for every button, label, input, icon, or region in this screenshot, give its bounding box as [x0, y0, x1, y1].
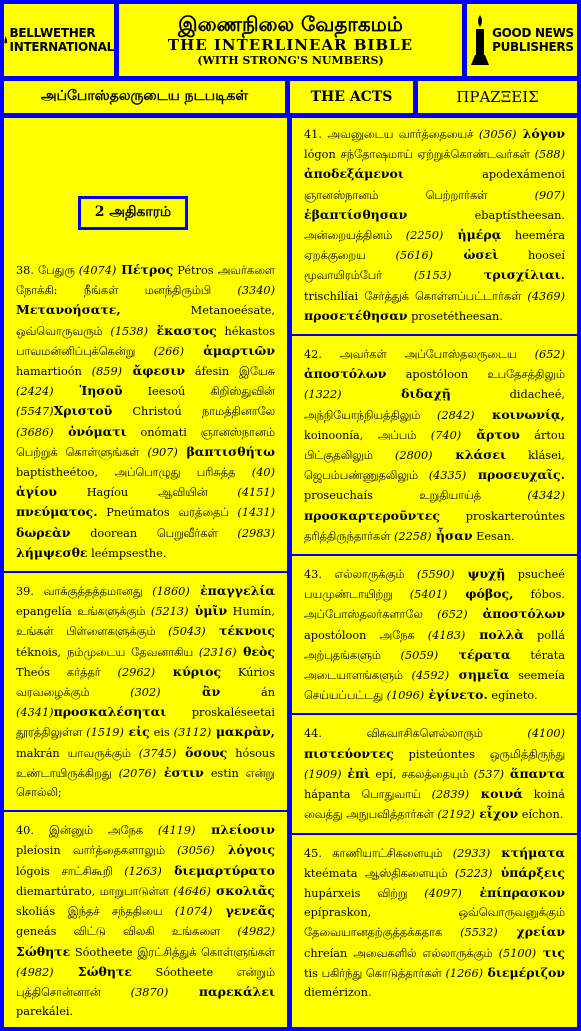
verse-text: tis பகிர்ந்து கொடுத்தார்கள்: [304, 966, 446, 980]
book-name-greek: ΠΡΑΖΞΕΙΣ: [418, 81, 577, 113]
candle-icon: [470, 13, 490, 67]
greek-word: πιστεύοντες: [304, 745, 394, 761]
verse-text: hápanta பொதுவாய்: [304, 788, 432, 802]
verse-text: 44. விசுவாசிகளெல்லாரும்: [304, 727, 528, 741]
greek-word: ἁγίου: [16, 484, 57, 500]
verse-text: makrán யாவருக்கும்: [16, 746, 139, 760]
verse-text: proskarteroúntes தரித்திருந்தார்கள்: [304, 509, 565, 543]
verse-text: chreían அவைகளில் எல்லாருக்கும்: [304, 946, 499, 960]
strongs-number: (4119): [157, 824, 196, 838]
greek-word: ἄφεσιν: [122, 363, 186, 379]
greek-word: εἰς: [123, 724, 150, 740]
verse-text: estin என்று சொல்லி;: [16, 766, 275, 800]
verse-text: skoliás இந்தச் சந்ததியை: [16, 905, 175, 919]
verse-text: téknois, நம்முடைய தேவனாகிய: [16, 645, 199, 659]
verse-text: 45. காணியாட்சிகளையும்: [304, 846, 453, 860]
left-column: [4, 118, 287, 1027]
verse-text: psucheé பயமுண்டாயிற்று: [304, 568, 565, 602]
greek-word: χρείαν: [497, 924, 565, 940]
verse-text: hékastos பாவமன்னிப்புக்கென்று: [16, 324, 275, 358]
greek-word: σημεῖα: [449, 667, 510, 683]
verse-paragraph: [16, 581, 275, 802]
verse-text: ebaptístheesan. அன்றையத்தினம்: [304, 208, 565, 243]
verse-paragraph: [304, 843, 565, 1003]
strongs-number: (2839): [431, 788, 470, 802]
greek-word: Σώθητε: [53, 963, 132, 979]
greek-word: ἐβαπτίσθησαν: [304, 206, 408, 222]
verse-text: 42. அவர்கள் அப்போஸ்தலருடைய: [304, 348, 535, 362]
greek-word: ἐπίπρασκον: [461, 884, 565, 900]
strongs-number: (907): [534, 188, 565, 202]
verse-text: 38. பேதுரு: [16, 264, 79, 277]
strongs-number: (4592): [411, 669, 450, 683]
strongs-number: (4335): [428, 469, 467, 483]
strongs-number: (40): [251, 466, 275, 480]
greek-word: κύριος: [155, 663, 222, 679]
strongs-number: (907): [147, 445, 178, 459]
greek-word: δωρεὰν: [16, 524, 71, 540]
verse-text: hooseí மூவாயிரம்பேர்: [304, 249, 565, 283]
strongs-number: (588): [534, 148, 565, 162]
verse-text: hamartioón: [16, 365, 92, 379]
strongs-number: (4342): [527, 489, 565, 503]
right-logo-line1: GOOD NEWS: [492, 26, 574, 40]
greek-word: ἐγίνετο.: [424, 687, 488, 703]
greek-word: ἀποδεξάμενοι: [304, 166, 404, 182]
verse-text: Theós கர்த்தர்: [16, 665, 118, 679]
verse-paragraph: [304, 564, 565, 705]
strongs-number: (4097): [424, 886, 462, 900]
verse-text: Humín, உங்கள் பிள்ளைகளுக்கும்: [16, 605, 275, 639]
verse-paragraph: [16, 820, 275, 1021]
greek-word: τέρατα: [438, 646, 511, 662]
strongs-number: (4341): [16, 706, 54, 720]
strongs-number: (652): [437, 608, 468, 622]
verse-text: Kúrios வரவழைக்கும்: [16, 665, 275, 700]
verse-text: 39. வாக்குத்தத்தமானது: [16, 585, 153, 599]
verse-text: didacheé, அந்நியோந்நியத்திலும்: [304, 388, 565, 422]
verse-text: koinoonía, அப்பம்: [304, 428, 431, 442]
book-name-english: THE ACTS: [290, 81, 413, 113]
greek-word: ὅσους: [176, 744, 228, 760]
strongs-number: (2424): [16, 385, 54, 399]
greek-word: προσκαλέσηται: [53, 704, 167, 720]
strongs-number: (1538): [110, 324, 148, 338]
title-english: THE INTERLINEAR BIBLE: [167, 36, 414, 54]
greek-word: διδαχῇ: [341, 386, 451, 402]
verse-text: epangelía உங்களுக்கும்: [16, 605, 151, 619]
verse-text: 40. இன்னும் அநேக: [16, 824, 158, 838]
verse-text: apostóloon அநேக: [304, 628, 428, 642]
verse-text: klásei, ஜெபம்பண்ணுதலிலும்: [304, 449, 565, 483]
book-name-tamil: அப்போஸ்தலருடைய நடபடிகள்: [4, 81, 285, 113]
verse-text: proskaléseetai தூரத்திலுள்ள: [16, 706, 275, 740]
verse-text: Pneúmatos வரத்தைப்: [97, 506, 238, 520]
strongs-number: (740): [430, 428, 462, 442]
greek-word: σκολιᾶς: [210, 882, 275, 898]
strongs-number: (3745): [138, 746, 177, 760]
left-logo: [4, 4, 114, 76]
greek-word: διεμαρτύρατο: [161, 862, 275, 878]
strongs-number: (5590): [416, 568, 455, 582]
strongs-number: (1322): [304, 388, 342, 402]
greek-word: ὑμῖν: [188, 603, 228, 619]
strongs-number: (652): [534, 348, 565, 362]
strongs-number: (1519): [86, 726, 124, 740]
verse-text: epípraskon, ஒவ்வொருவனுக்கும் தேவையானதற்குத்தக்கதாக: [304, 906, 565, 940]
greek-word: πλείοσιν: [195, 822, 275, 838]
verse-text: hósous உண்டாயிருக்கிறது: [16, 746, 275, 780]
strongs-number: (1074): [174, 905, 213, 919]
greek-word: ὑπάρξεις: [492, 864, 565, 880]
verse-text: onómati ஞானஸ்நானம் பெற்றுக் கொள்ளுங்கள்: [16, 425, 276, 459]
verse-separator: [4, 810, 287, 812]
verse-text: parekálei.: [16, 1005, 74, 1019]
strongs-number: (4183): [427, 628, 466, 642]
greek-word: κλάσει: [432, 447, 507, 463]
strongs-number: (2076): [118, 766, 157, 780]
greek-word: προσευχαῖς.: [466, 467, 565, 483]
verse-text: apodexámenoi ஞானஸ்நானம் பெற்றார்கள்: [304, 168, 565, 202]
verse-text: lógois சாட்சிகூறி: [16, 864, 125, 878]
strongs-number: (1860): [152, 585, 190, 599]
strongs-number: (3112): [173, 726, 212, 740]
verse-text: án: [220, 686, 275, 700]
verse-text: Eesan.: [472, 529, 515, 543]
strongs-number: (537): [473, 767, 505, 781]
verse-text: Hagíou ஆவியின்: [56, 486, 238, 500]
strongs-number: (3686): [16, 425, 54, 439]
strongs-number: (5401): [409, 588, 448, 602]
right-logo-line2: PUBLISHERS: [492, 40, 574, 54]
strongs-number: (4074): [78, 264, 117, 277]
strongs-number: (1096): [386, 689, 425, 703]
verse-text: apostóloon உபதேசத்திலும்: [386, 368, 565, 382]
greek-word: Χριστοῦ: [53, 403, 113, 419]
verse-paragraph: [304, 723, 565, 824]
greek-word: προσκαρτεροῦντες: [304, 507, 440, 523]
greek-word: λήμψεσθε: [16, 544, 88, 560]
greek-word: ἐπαγγελία: [189, 583, 275, 599]
verse-text: Ieesoú கிறிஸ்துவின்: [122, 385, 276, 399]
greek-word: λόγον: [516, 126, 566, 141]
verse-text: leémpsesthe.: [87, 546, 167, 560]
verse-text: 41. அவனுடைய வார்த்தையைச்: [304, 128, 479, 141]
verse-text: térata அடையாளங்களும்: [304, 648, 565, 683]
title-block: [119, 4, 462, 76]
verse-text: diemérizon.: [304, 985, 372, 999]
greek-word: γενεᾶς: [212, 903, 275, 919]
greek-word: θεὸς: [236, 643, 275, 659]
strongs-number: (4369): [527, 289, 565, 303]
strongs-number: (2258): [394, 529, 432, 543]
strongs-number: (2842): [437, 408, 475, 422]
strongs-number: (2316): [198, 645, 237, 659]
strongs-number: (266): [153, 344, 185, 358]
greek-word: παρεκάλει: [168, 983, 275, 999]
verse-paragraph: [304, 124, 565, 326]
verse-paragraph: [304, 344, 565, 546]
strongs-number: (5547): [16, 405, 54, 419]
verse-text: doorean பெறுவீர்கள்: [70, 526, 238, 540]
verse-text: pollá அற்புதங்களும்: [304, 628, 565, 662]
greek-word: Μετανοήσατε,: [16, 302, 121, 318]
verse-text: Sóotheete என்றும் புத்திசொன்னான்: [16, 965, 275, 999]
strongs-number: (3056): [478, 128, 517, 141]
strongs-number: (5043): [168, 625, 206, 639]
strongs-number: (3340): [237, 284, 275, 298]
left-verses: [16, 260, 275, 1021]
greek-word: ἀποστόλων: [304, 366, 387, 382]
verse-text: prosetétheesan.: [407, 309, 503, 323]
greek-word: Σώθητε: [16, 943, 71, 959]
verse-separator: [292, 833, 577, 835]
verse-text: hupárxeis விற்று: [304, 886, 425, 900]
strongs-number: (2800): [394, 449, 433, 463]
strongs-number: (2192): [437, 808, 475, 822]
verse-text: kteémata ஆஸ்திகளையும்: [304, 866, 455, 880]
strongs-number: (5153): [413, 269, 452, 283]
strongs-number: (3870): [130, 985, 169, 999]
verse-text: 43. எல்லாருக்கும்: [304, 568, 417, 582]
verse-text: egíneto.: [487, 689, 538, 703]
greek-word: πνεύματος.: [16, 504, 98, 520]
verse-text: proseuchaís உறுதியாய்த்: [304, 489, 528, 503]
strongs-number: (4982): [16, 965, 54, 979]
greek-word: κοινωνίᾳ,: [474, 406, 565, 422]
verse-text: epí, சகலத்தையும்: [370, 767, 474, 781]
greek-word: προσετέθησαν: [304, 307, 408, 323]
strongs-number: (1909): [304, 767, 342, 781]
left-logo-line2: INTERNATIONAL: [9, 40, 114, 54]
greek-word: ἐπὶ: [341, 765, 371, 781]
greek-word: Ἰησοῦ: [53, 383, 123, 399]
strongs-number: (859): [91, 365, 123, 379]
verse-text: diemartúrato, மாறுபாடுள்ள: [16, 884, 174, 898]
greek-word: λόγοις: [214, 842, 275, 858]
verse-text: heeméra ஏறக்குறைய: [304, 229, 566, 263]
greek-word: τέκνοις: [205, 623, 276, 639]
strongs-number: (5223): [454, 866, 493, 880]
right-column: [292, 118, 577, 1027]
title-tamil: இணைநிலை வேதாகமம்: [178, 12, 403, 36]
verse-text: baptistheétoo, அப்பொழுது பரிசுத்த: [16, 466, 252, 480]
greek-word: ἁμαρτιῶν: [184, 342, 275, 358]
strongs-number: (4100): [527, 727, 565, 741]
greek-word: εἶχον: [474, 806, 519, 822]
strongs-number: (5616): [395, 249, 434, 263]
verse-text: eíchon.: [518, 808, 564, 822]
greek-word: τρισχίλιαι.: [451, 267, 565, 283]
strongs-number: (5059): [400, 648, 439, 662]
chapter-label: 2 அதிகாரம்: [78, 196, 188, 230]
greek-word: κοινά: [469, 786, 523, 802]
verse-text: ártou பிட்குதலிலும்: [304, 428, 565, 463]
verse-text: Sóotheete இரட்சித்துக் கொள்ளுங்கள்: [70, 945, 275, 959]
greek-word: ἐστιν: [156, 764, 204, 780]
greek-word: ψυχῇ: [454, 566, 506, 582]
verse-text: seemeía செய்யப்பட்டது: [304, 669, 565, 703]
greek-word: ἂν: [160, 684, 221, 700]
greek-word: κτήματα: [490, 844, 565, 860]
greek-word: φόβος,: [447, 586, 514, 602]
greek-word: Πέτρος: [116, 262, 174, 277]
greek-word: ὀνόματι: [53, 423, 127, 439]
greek-word: ἕκαστος: [148, 322, 217, 338]
verse-text: Christoú நாமத்தினாலே: [112, 405, 275, 419]
bell-icon: [4, 14, 8, 66]
verse-separator: [292, 334, 577, 336]
strongs-number: (302): [130, 686, 161, 700]
verse-text: áfesin இயேசு: [185, 365, 275, 379]
strongs-number: (1263): [124, 864, 162, 878]
strongs-number: (5532): [460, 926, 498, 940]
greek-word: βαπτισθήτω: [177, 443, 275, 459]
verse-text: koiná வைத்து அநுபவித்தார்கள்: [304, 788, 565, 822]
greek-word: ὡσεὶ: [433, 247, 499, 263]
verse-text: geneás விட்டு விலகி உங்களை: [16, 925, 238, 939]
greek-word: ἄρτου: [461, 426, 520, 442]
strongs-number: (4151): [237, 486, 275, 500]
greek-word: διεμέριζον: [483, 964, 565, 980]
strongs-number: (4982): [237, 925, 275, 939]
greek-word: ἀποστόλων: [467, 606, 565, 622]
verse-separator: [292, 554, 577, 556]
verse-text: Pétros அவர்களை நோக்கி: நீங்கள் மனந்திரும்பி: [16, 264, 275, 298]
strongs-number: (4646): [173, 884, 211, 898]
greek-word: ἅπαντα: [504, 765, 566, 781]
greek-word: μακρὰν,: [211, 724, 275, 740]
verse-separator: [292, 713, 577, 715]
right-verses: [304, 124, 565, 1002]
verse-text: pisteúontes ஒருமித்திருந்து: [393, 747, 565, 761]
strongs-number: (1266): [445, 966, 484, 980]
greek-word: πολλὰ: [465, 626, 524, 642]
strongs-number: (5213): [150, 605, 189, 619]
verse-separator: [4, 571, 287, 573]
verse-text: pleíosin வார்த்தைகளாலும்: [16, 844, 178, 858]
verse-text: eis: [149, 726, 174, 740]
right-logo: [467, 4, 577, 76]
greek-word: ἦσαν: [431, 527, 473, 543]
strongs-number: (2933): [452, 846, 491, 860]
left-logo-line1: BELLWETHER: [9, 26, 96, 40]
greek-word: τις: [536, 944, 565, 960]
strongs-number: (5100): [498, 946, 537, 960]
title-subtitle: (WITH STRONG'S NUMBERS): [197, 54, 384, 67]
verse-text: Metanoeésate, ஒவ்வொருவரும்: [16, 304, 275, 338]
verse-paragraph: [16, 260, 275, 563]
strongs-number: (2983): [237, 526, 275, 540]
strongs-number: (1431): [237, 506, 275, 520]
strongs-number: (2250): [405, 229, 444, 243]
strongs-number: (2962): [117, 665, 156, 679]
verse-text: lógon சந்தோஷமாய் ஏற்றுக்கொண்டவர்கள்: [304, 148, 535, 162]
greek-word: ἡμέρᾳ: [443, 227, 502, 243]
verse-text: trischílíai சேர்த்துக் கொள்ளப்பட்டார்கள்: [304, 289, 528, 303]
verse-text: fóbos. அப்போஸ்தலர்களாலே: [304, 588, 565, 622]
strongs-number: (3056): [177, 844, 215, 858]
